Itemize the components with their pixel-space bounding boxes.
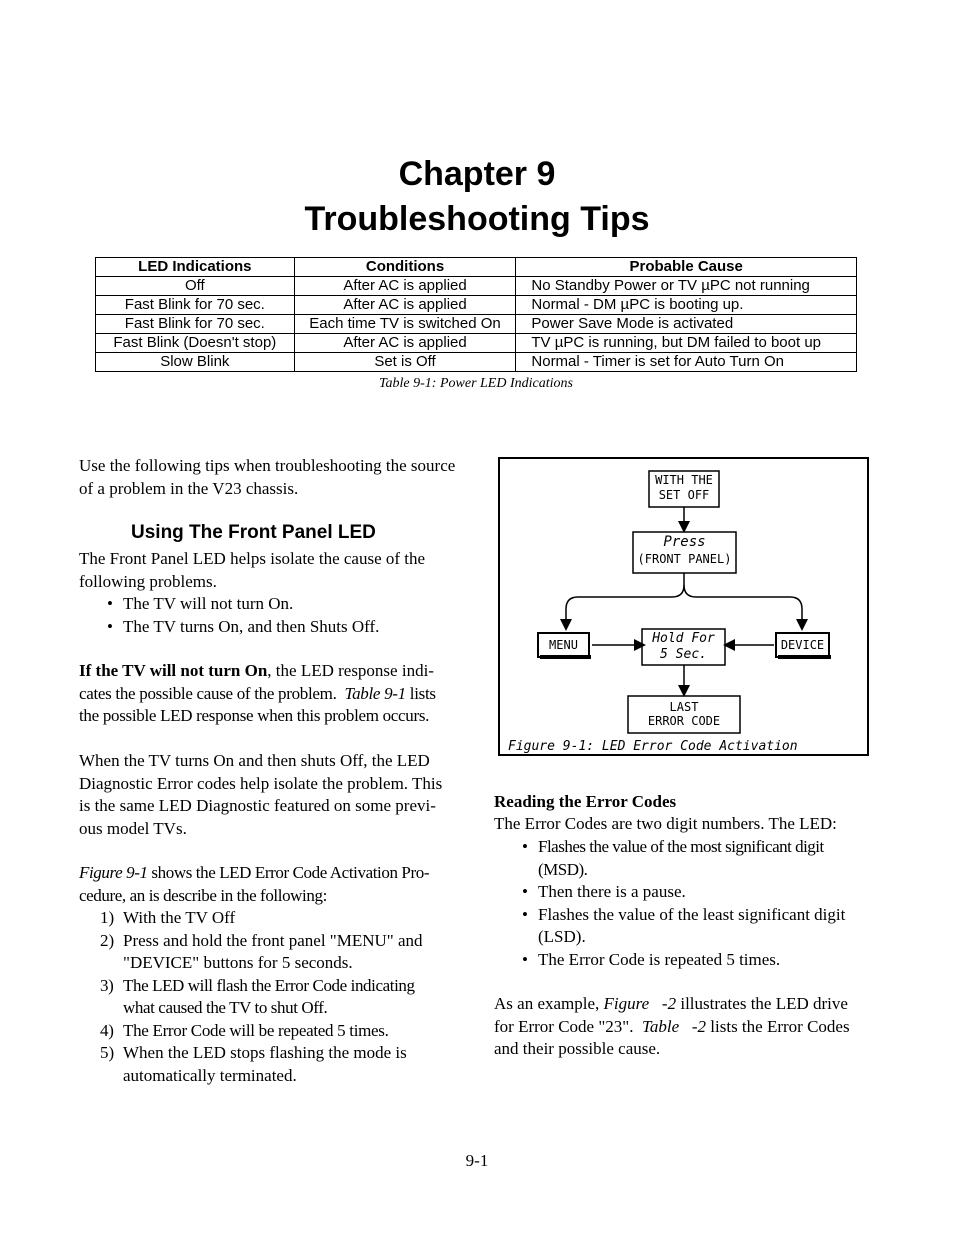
step-text: When the LED stops flashing the mode is (123, 1043, 407, 1062)
list-item: • The TV will not turn On. (107, 594, 294, 613)
paragraph-text: the possible LED response when this problem occurs. (79, 706, 430, 725)
table-cell: Off (96, 277, 295, 296)
box-text: SET OFF (658, 488, 710, 502)
table-header: LED Indications (96, 258, 295, 277)
step-text: The Error Code will be repeated 5 times. (123, 1020, 389, 1040)
paragraph-line: ous model TVs. (79, 818, 187, 838)
table-row (96, 277, 857, 296)
reading-error-codes-heading: Reading the Error Codes (494, 792, 677, 811)
paragraph-text: cates the possible cause of the problem. (79, 683, 337, 703)
box-press-front-panel-label (633, 534, 736, 568)
list-item: • Flashes the value of the most significant digit (MSD). (522, 836, 877, 881)
procedure-steps (100, 907, 470, 1087)
table-cell: After AC is applied (294, 296, 516, 315)
table-cell: TV µPC is running, but DM failed to boot up (516, 334, 857, 353)
step-text: With the TV Off (123, 908, 236, 927)
list-item (100, 1020, 470, 1043)
left-column (79, 455, 464, 500)
box-text: ERROR CODE (647, 714, 721, 728)
procedure-intro (79, 862, 474, 907)
box-hold-label (642, 631, 725, 663)
no-power-paragraph (79, 660, 469, 728)
step-number: 2) (100, 930, 115, 950)
paragraph-text: illustrates the LED drive (676, 994, 848, 1013)
table-row (96, 353, 857, 372)
paragraph-text: for Error Code "23". (494, 1016, 642, 1036)
table-cell: Slow Blink (96, 353, 295, 372)
list-item-text: The TV turns On, and then Shuts Off. (123, 616, 380, 636)
list-item-text: The TV will not turn On. (123, 594, 294, 613)
table-header: Probable Cause (516, 258, 857, 277)
paragraph-text: shows the LED Error Code Activation Pro- (147, 863, 430, 882)
shadow-device (778, 655, 831, 659)
list-item (100, 930, 470, 975)
figure-reference: Figure 9-1 (79, 863, 148, 882)
paragraph-text: lists the Error Codes (706, 1016, 850, 1036)
list-item: • The Error Code is repeated 5 times. (522, 949, 877, 972)
step-text: The LED will flash the Error Code indicating (123, 975, 415, 995)
error-codes-paragraph: The Error Codes are two digit numbers. The LED: (494, 814, 837, 833)
paragraph-line: The Front Panel LED helps isolate the cause of the (79, 549, 426, 568)
table-cell: Each time TV is switched On (294, 315, 516, 334)
list-item (100, 1042, 470, 1087)
paragraph-line: is the same LED Diagnostic featured on some previ- (79, 796, 436, 815)
list-item-text: Flashes the value of the least significant digit (538, 904, 846, 924)
paragraph-line: Diagnostic Error codes help isolate the problem. This (79, 773, 443, 793)
step-text: what caused the TV to shut Off. (123, 998, 328, 1017)
section-heading: Using The Front Panel LED (131, 522, 376, 543)
paragraph-text: As an example, (494, 994, 604, 1013)
table-row (96, 334, 857, 353)
menu-button-label: MENU (549, 638, 578, 652)
box-text: WITH THE (655, 473, 713, 487)
table-cell: Power Save Mode is activated (516, 315, 857, 334)
table-row (96, 315, 857, 334)
table-cell: Fast Blink for 70 sec. (96, 315, 295, 334)
figure-reference: Figure -2 (603, 994, 677, 1013)
chapter-title: Troubleshooting Tips (304, 200, 650, 238)
chapter-number: Chapter 9 (398, 155, 556, 193)
list-item-text: The Error Code is repeated 5 times. (538, 949, 781, 969)
table-cell: Normal - Timer is set for Auto Turn On (516, 353, 857, 372)
box-text: (FRONT PANEL) (637, 552, 732, 566)
table-cell: Set is Off (294, 353, 516, 372)
step-text: Press and hold the front panel "MENU" and (123, 930, 423, 950)
table-cell: Fast Blink for 70 sec. (96, 296, 295, 315)
list-item-text: Flashes the value of the most significant digit (538, 837, 824, 856)
paragraph-text: , the LED response indi- (267, 661, 434, 680)
box-text: 5 Sec. (660, 647, 707, 662)
table-header: Conditions (294, 258, 516, 277)
example-paragraph (494, 993, 879, 1061)
list-item: • Then there is a pause. (522, 881, 877, 904)
paragraph-line: When the TV turns On and then shuts Off, the LED (79, 751, 430, 770)
front-panel-paragraph (79, 548, 464, 593)
power-led-table (95, 257, 857, 372)
paragraph-text: and their possible cause. (494, 1039, 661, 1058)
list-item: • Flashes the value of the least significant digit (LSD). (522, 904, 877, 949)
table-reference: Table 9-1 (344, 683, 406, 703)
table-cell: Fast Blink (Doesn't stop) (96, 334, 295, 353)
bold-lead: If the TV will not turn On (79, 661, 268, 680)
table-cell: After AC is applied (294, 277, 516, 296)
intro-line: of a problem in the V23 chassis. (79, 478, 299, 498)
paragraph-text: cedure, an is describe in the following: (79, 885, 327, 905)
led-error-code-flowchart (498, 457, 869, 756)
table-header-row (96, 258, 857, 277)
table-cell: No Standby Power or TV µPC not running (516, 277, 857, 296)
table-reference: Table -2 (641, 1016, 707, 1036)
list-item-text: Then there is a pause. (538, 882, 686, 901)
step-number: 5) (100, 1043, 115, 1062)
box-with-the-set-off-label (649, 473, 719, 503)
list-item: • The TV turns On, and then Shuts Off. (107, 616, 380, 636)
list-item (100, 975, 470, 1020)
figure-caption: Figure 9-1: LED Error Code Activation (508, 739, 798, 754)
step-number: 1) (100, 908, 115, 927)
list-item-text: (LSD). (538, 927, 586, 946)
step-text: automatically terminated. (123, 1065, 297, 1085)
box-text: Press (663, 534, 706, 550)
step-text: "DEVICE" buttons for 5 seconds. (123, 953, 353, 972)
error-codes-bullets (522, 836, 877, 971)
box-text: LAST (669, 700, 699, 714)
table-row (96, 296, 857, 315)
table-cell: After AC is applied (294, 334, 516, 353)
device-button-label: DEVICE (780, 638, 825, 652)
step-number: 3) (100, 975, 114, 995)
box-last-error-code-label (628, 700, 740, 728)
page-number: 9-1 (465, 1151, 489, 1170)
list-item (100, 907, 470, 930)
shadow-menu (540, 655, 591, 659)
box-text: Hold For (652, 631, 715, 646)
paragraph-line: following problems. (79, 571, 217, 591)
shut-off-paragraph (79, 750, 469, 840)
table-caption: Table 9-1: Power LED Indications (379, 376, 573, 391)
table-cell: Normal - DM µPC is booting up. (516, 296, 857, 315)
step-number: 4) (100, 1020, 114, 1040)
bullet-list (107, 593, 379, 638)
paragraph-text: lists (405, 683, 436, 703)
intro-line: Use the following tips when troubleshooting the source (79, 456, 456, 475)
list-item-text: (MSD). (538, 859, 588, 879)
